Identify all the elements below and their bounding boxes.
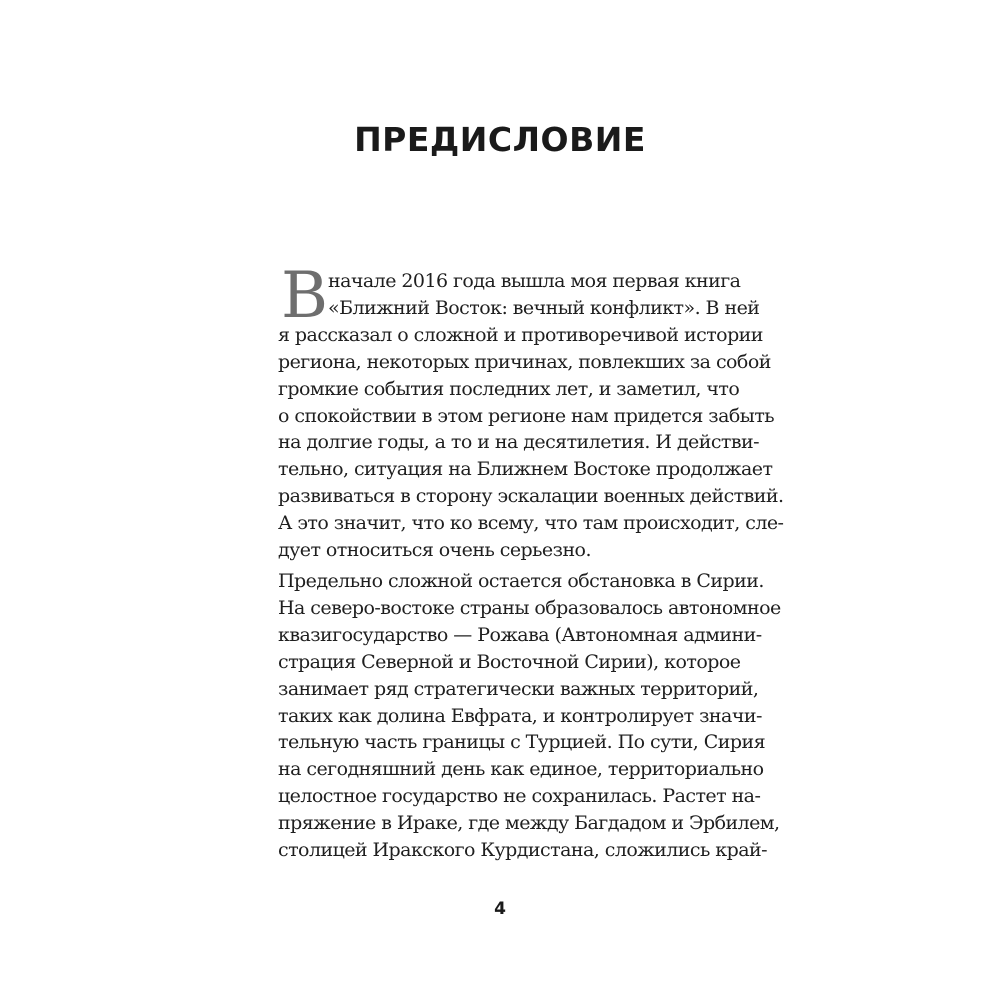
text-line: пряжение в Ираке, где между Багдадом и Эрбилем,	[278, 812, 780, 835]
text-line: громкие события последних лет, и заметил, что	[278, 377, 740, 400]
text-line: столицей Иракского Курдистана, сложились край-	[278, 839, 767, 862]
page-number: 4	[494, 899, 506, 919]
text-line: о спокойствии в этом регионе нам придется забыть	[278, 404, 775, 427]
text-line: целостное государство не сохранилась. Растет на-	[278, 785, 761, 808]
text-line: начале 2016 года вышла моя первая книга	[328, 270, 741, 292]
text-line: «Ближний Восток: вечный конфликт». В ней	[328, 296, 760, 319]
text-line: региона, некоторых причинах, повлекших за собой	[278, 350, 771, 373]
text-line: развиваться в сторону эскалации военных действий.	[278, 485, 784, 508]
text-line: тельную часть границы с Турцией. По сути, Сирия	[278, 731, 766, 754]
text-line: А это значит, что ко всему, что там происходит, сле-	[278, 512, 784, 535]
text-line: На северо-востоке страны образовалось автономное	[278, 596, 781, 619]
paragraph-1	[278, 259, 784, 564]
text-line: я рассказал о сложной и противоречивой истории	[278, 323, 763, 346]
page-title: ПРЕДИСЛОВИЕ	[354, 120, 646, 159]
text-line: квазигосударство — Рожава (Автономная админи-	[278, 623, 762, 646]
text-line: тельно, ситуация на Ближнем Востоке продолжает	[278, 458, 773, 481]
drop-cap-letter: В	[281, 259, 329, 333]
paragraph-2	[278, 568, 781, 864]
text-line: таких как долина Евфрата, и контролирует значи-	[278, 704, 762, 727]
text-line: Предельно сложной остается обстановка в Сирии.	[278, 570, 764, 592]
text-line: дует относиться очень серьезно.	[278, 539, 591, 562]
text-line: занимает ряд стратегически важных территорий,	[278, 677, 759, 700]
text-line: на долгие годы, а то и на десятилетия. И действи-	[278, 431, 760, 454]
text-line: на сегодняшний день как единое, территориально	[278, 758, 764, 781]
text-line: страция Северной и Восточной Сирии), которое	[278, 650, 741, 673]
